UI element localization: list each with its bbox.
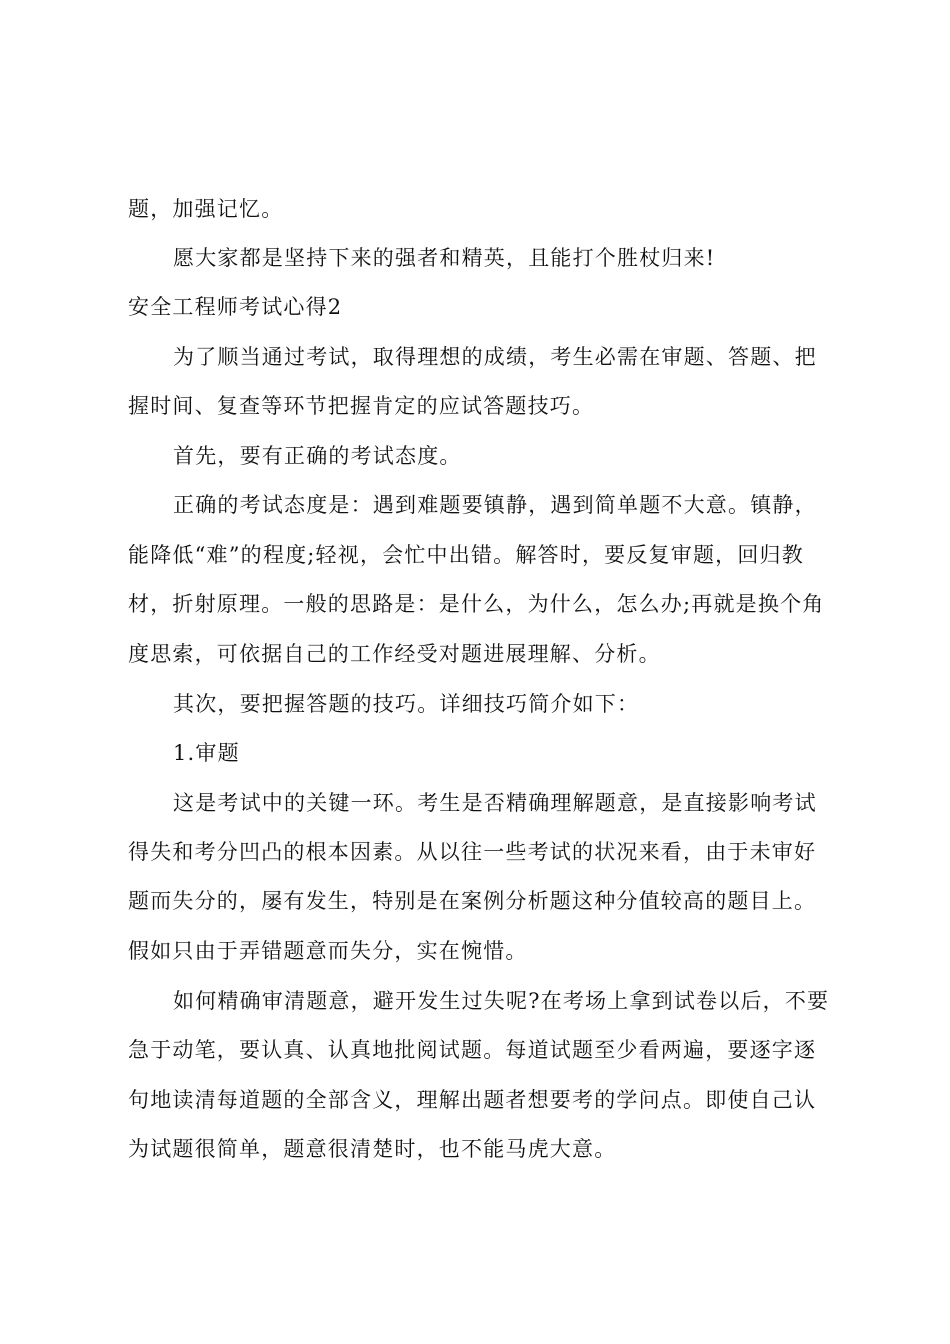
text-line: 句地读清每道题的全部含义，理解出题者想要考的学问点。即使自己认 [128, 1088, 817, 1112]
text-line: 握时间、复查等环节把握肯定的应试答题技巧。 [128, 394, 595, 418]
text-line: 如何精确审清题意，避开发生过失呢?在考场上拿到试卷以后，不要 [173, 989, 830, 1013]
text-line: 这是考试中的关键一环。考生是否精确理解题意，是直接影响考试 [173, 791, 817, 815]
text-line: 度思索，可依据自己的工作经受对题进展理解、分析。 [128, 642, 661, 666]
text-line: 题而失分的，屡有发生，特别是在案例分析题这种分值较高的题目上。 [128, 889, 817, 913]
text-line: 能降低“难”的程度;轻视，会忙中出错。解答时，要反复审题，回归教 [128, 543, 804, 567]
text-line: 题，加强记忆。 [128, 197, 284, 221]
subsection-heading: 1.审题 [173, 741, 240, 765]
text-line: 首先，要有正确的考试态度。 [173, 444, 462, 468]
text-line: 为了顺当通过考试，取得理想的成绩，考生必需在审题、答题、把 [173, 345, 817, 369]
text-line: 材，折射原理。一般的思路是：是什么，为什么，怎么办;再就是换个角 [128, 592, 825, 616]
text-line: 愿大家都是坚持下来的强者和精英，且能打个胜杖归来! [173, 246, 716, 270]
text-line: 为试题很简单，题意很清楚时，也不能马虎大意。 [128, 1137, 617, 1161]
text-line: 其次，要把握答题的技巧。详细技巧简介如下： [173, 692, 640, 716]
section-heading: 安全工程师考试心得2 [128, 295, 343, 319]
text-line: 急于动笔，要认真、认真地批阅试题。每道试题至少看两遍，要逐字逐 [128, 1038, 817, 1062]
text-line: 正确的考试态度是：遇到难题要镇静，遇到简单题不大意。镇静， [173, 493, 817, 517]
text-line: 得失和考分凹凸的根本因素。从以往一些考试的状况来看，由于未审好 [128, 840, 817, 864]
text-line: 假如只由于弄错题意而失分，实在惋惜。 [128, 939, 528, 963]
